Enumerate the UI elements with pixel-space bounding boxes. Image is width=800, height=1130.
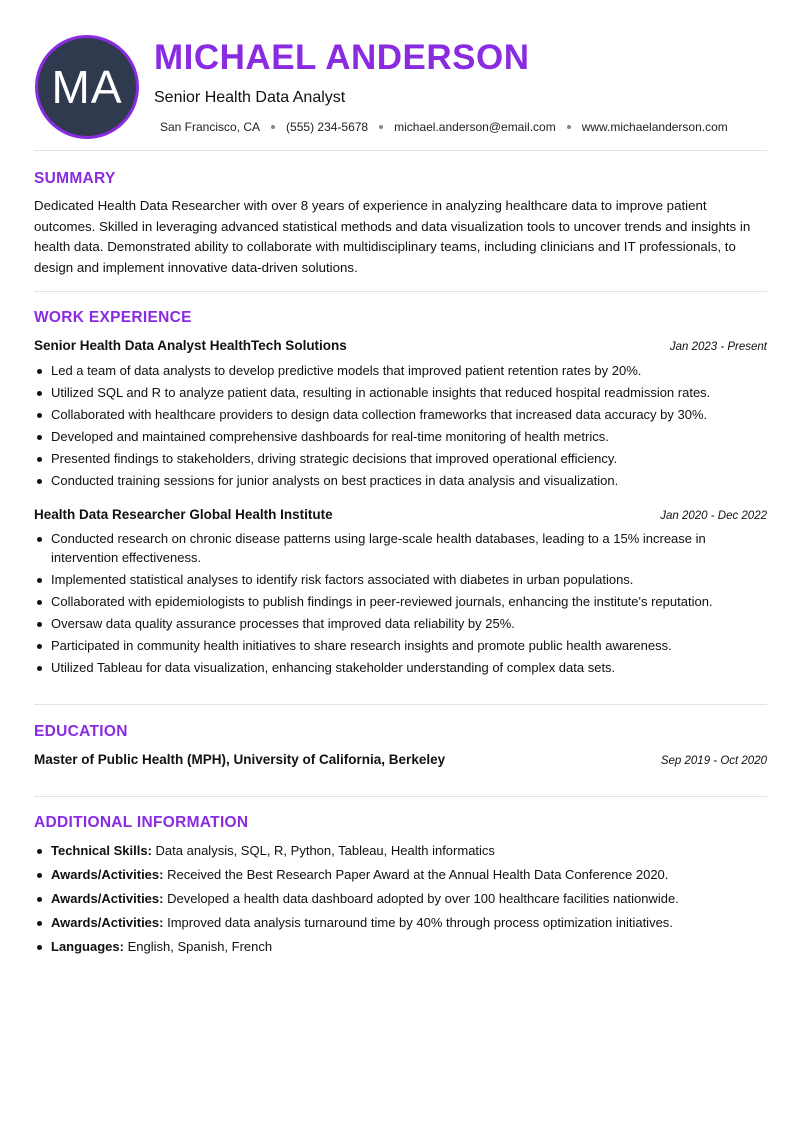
list-item <box>34 890 767 909</box>
list-item: Participated in community health initiatives to share research insights and promote public health awareness. <box>34 637 767 656</box>
list-item: Developed and maintained comprehensive dashboards for real-time monitoring of health metrics. <box>34 428 767 447</box>
job-header <box>34 338 767 353</box>
avatar-initials: MA <box>51 61 123 113</box>
contact-email[interactable]: michael.anderson@email.com <box>394 120 556 134</box>
section-title-summary: SUMMARY <box>34 170 116 187</box>
separator-dot <box>567 125 571 129</box>
avatar <box>35 35 139 139</box>
education-degree: Master of Public Health (MPH), University of California, Berkeley <box>34 752 446 767</box>
job-header <box>34 507 767 522</box>
job-role: Health Data Researcher Global Health Institute <box>34 507 333 522</box>
job-role: Senior Health Data Analyst HealthTech Solutions <box>34 338 347 353</box>
section-title-experience: WORK EXPERIENCE <box>34 309 192 326</box>
list-item: Utilized Tableau for data visualization, enhancing stakeholder understanding of complex data sets. <box>34 659 767 678</box>
item-label: Languages: <box>51 939 124 954</box>
additional-list <box>34 842 767 962</box>
section-title-additional: ADDITIONAL INFORMATION <box>34 814 249 831</box>
candidate-title: Senior Health Data Analyst <box>154 89 346 106</box>
list-item: Collaborated with epidemiologists to publish findings in peer-reviewed journals, enhancing the institute's reputation. <box>34 593 767 612</box>
list-item <box>34 842 767 861</box>
education-dates: Sep 2019 - Oct 2020 <box>660 755 767 767</box>
job-dates: Jan 2020 - Dec 2022 <box>660 510 767 522</box>
list-item: Conducted training sessions for junior analysts on best practices in data analysis and visualization. <box>34 472 767 491</box>
separator-dot <box>379 125 383 129</box>
divider <box>34 704 767 705</box>
list-item: Led a team of data analysts to develop predictive models that improved patient retention rates by 20%. <box>34 362 767 381</box>
item-text: English, Spanish, French <box>127 939 273 954</box>
separator-dot <box>271 125 275 129</box>
divider <box>34 291 767 292</box>
item-label: Awards/Activities: <box>51 867 164 882</box>
item-text: Improved data analysis turnaround time by 40% through process optimization initiatives. <box>167 915 673 930</box>
list-item: Utilized SQL and R to analyze patient data, resulting in actionable insights that reduced hospital readmission rates. <box>34 384 767 403</box>
list-item <box>34 866 767 885</box>
item-label: Technical Skills: <box>51 843 152 858</box>
list-item: Conducted research on chronic disease patterns using large-scale health databases, leading to a 15% increase in intervention effectiveness. <box>34 530 767 567</box>
contact-location: San Francisco, CA <box>160 120 261 134</box>
item-text: Data analysis, SQL, R, Python, Tableau, Health informatics <box>155 843 495 858</box>
list-item: Collaborated with healthcare providers to design data collection frameworks that increased data accuracy by 30%. <box>34 406 767 425</box>
list-item: Presented findings to stakeholders, driving strategic decisions that improved operational efficiency. <box>34 450 767 469</box>
list-item: Implemented statistical analyses to identify risk factors associated with diabetes in urban populations. <box>34 571 767 590</box>
divider <box>34 150 767 151</box>
list-item: Oversaw data quality assurance processes that improved data reliability by 25%. <box>34 615 767 634</box>
contact-website[interactable]: www.michaelanderson.com <box>581 120 728 134</box>
item-text: Received the Best Research Paper Award at the Annual Health Data Conference 2020. <box>167 867 669 882</box>
education-entry <box>34 752 767 767</box>
list-item <box>34 938 767 957</box>
contact-bar <box>160 120 728 134</box>
contact-phone: (555) 234-5678 <box>286 120 369 134</box>
job-dates: Jan 2023 - Present <box>669 341 767 353</box>
item-label: Awards/Activities: <box>51 891 164 906</box>
job-bullets <box>34 362 767 495</box>
divider <box>34 796 767 797</box>
item-text: Developed a health data dashboard adopted by over 100 healthcare facilities nationwide. <box>167 891 679 906</box>
summary-text: Dedicated Health Data Researcher with over 8 years of experience in analyzing healthcare data to improve patient outcomes. Skilled in leveraging advanced statistical methods and data visualization tools to uncover trends and insights in health data. Demonstrated ability to collaborate with multidisciplinary teams, including clinicians and IT professionals, to design and implement innovative data-driven solutions. <box>34 198 751 275</box>
list-item <box>34 914 767 933</box>
section-title-education: EDUCATION <box>34 723 128 740</box>
job-bullets <box>34 530 767 681</box>
candidate-name: MICHAEL ANDERSON <box>154 38 530 77</box>
item-label: Awards/Activities: <box>51 915 164 930</box>
